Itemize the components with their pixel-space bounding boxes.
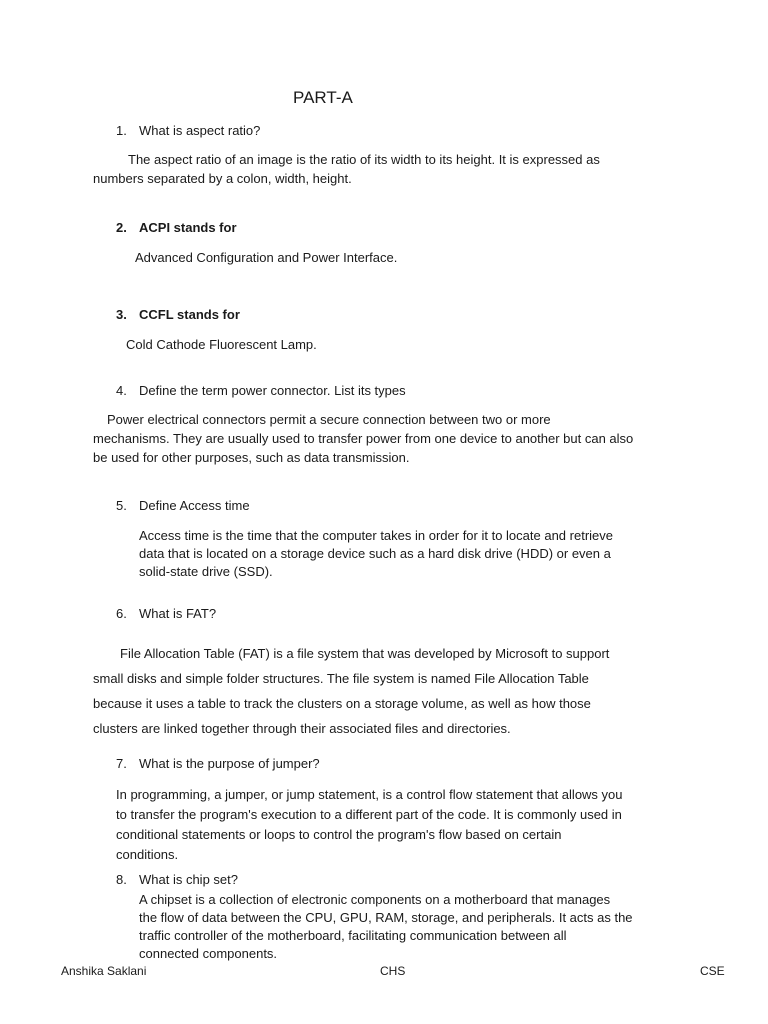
question-5: [116, 498, 250, 513]
answer-line: clusters are linked together through their associated files and directories.: [93, 721, 511, 736]
answer-2: [135, 248, 397, 267]
question-number: 3.: [116, 307, 127, 322]
answer-7: [116, 785, 696, 865]
answer-line: data that is located on a storage device such as a hard disk drive (HDD) or even a: [139, 546, 611, 561]
question-2: [116, 220, 237, 235]
answer-6: [93, 641, 693, 741]
answer-line: Power electrical connectors permit a secure connection between two or more: [107, 412, 551, 427]
question-text: ACPI stands for: [139, 220, 237, 235]
question-4: [116, 383, 406, 398]
answer-3: [126, 335, 317, 354]
answer-line: to transfer the program's execution to a different part of the code. It is commonly used in: [116, 807, 622, 822]
question-text: Define Access time: [139, 498, 250, 513]
answer-line: mechanisms. They are usually used to transfer power from one device to another but can also: [93, 431, 634, 446]
answer-1: [93, 150, 693, 188]
footer-center: CHS: [380, 964, 406, 978]
question-text: What is FAT?: [139, 606, 217, 621]
footer-author: Anshika Saklani: [61, 964, 147, 978]
answer-line: solid-state drive (SSD).: [139, 564, 273, 579]
question-text: What is aspect ratio?: [139, 123, 261, 138]
question-3: [116, 307, 240, 322]
answer-line: A chipset is a collection of electronic components on a motherboard that manages: [139, 892, 611, 907]
question-number: 1.: [116, 123, 127, 138]
answer-line: The aspect ratio of an image is the ratio of its width to its height. It is expressed as: [128, 152, 600, 167]
question-number: 7.: [116, 756, 127, 771]
answer-line: because it uses a table to track the clusters on a storage volume, as well as how those: [93, 696, 591, 711]
answer-8: [139, 891, 699, 963]
question-text: CCFL stands for: [139, 307, 240, 322]
answer-line: conditions.: [116, 847, 179, 862]
question-number: 2.: [116, 220, 127, 235]
answer-line: be used for other purposes, such as data transmission.: [93, 450, 410, 465]
answer-line: In programming, a jumper, or jump statement, is a control flow statement that allows you: [116, 787, 623, 802]
answer-line: File Allocation Table (FAT) is a file system that was developed by Microsoft to support: [120, 646, 610, 661]
answer-line: the flow of data between the CPU, GPU, RAM, storage, and peripherals. It acts as the: [139, 910, 633, 925]
question-6: [116, 606, 216, 621]
answer-line: Cold Cathode Fluorescent Lamp.: [126, 337, 317, 352]
question-1: [116, 123, 260, 138]
question-number: 5.: [116, 498, 127, 513]
answer-line: numbers separated by a colon, width, height.: [93, 171, 352, 186]
question-text: What is chip set?: [139, 872, 238, 887]
question-text: Define the term power connector. List its types: [139, 383, 406, 398]
question-7: [116, 756, 320, 771]
page-title: PART-A: [293, 88, 353, 107]
answer-line: conditional statements or loops to control the program's flow based on certain: [116, 827, 562, 842]
question-8: [116, 872, 238, 887]
question-number: 4.: [116, 383, 127, 398]
answer-line: traffic controller of the motherboard, facilitating communication between all: [139, 928, 567, 943]
answer-line: small disks and simple folder structures. The file system is named File Allocation Table: [93, 671, 589, 686]
footer-right: CSE: [700, 964, 725, 978]
answer-5: [139, 527, 699, 581]
answer-line: connected components.: [139, 946, 278, 961]
answer-4: [93, 410, 703, 467]
answer-line: Advanced Configuration and Power Interface.: [135, 250, 398, 265]
question-text: What is the purpose of jumper?: [139, 756, 320, 771]
question-number: 8.: [116, 872, 127, 887]
question-number: 6.: [116, 606, 127, 621]
answer-line: Access time is the time that the computer takes in order for it to locate and retrieve: [139, 528, 613, 543]
